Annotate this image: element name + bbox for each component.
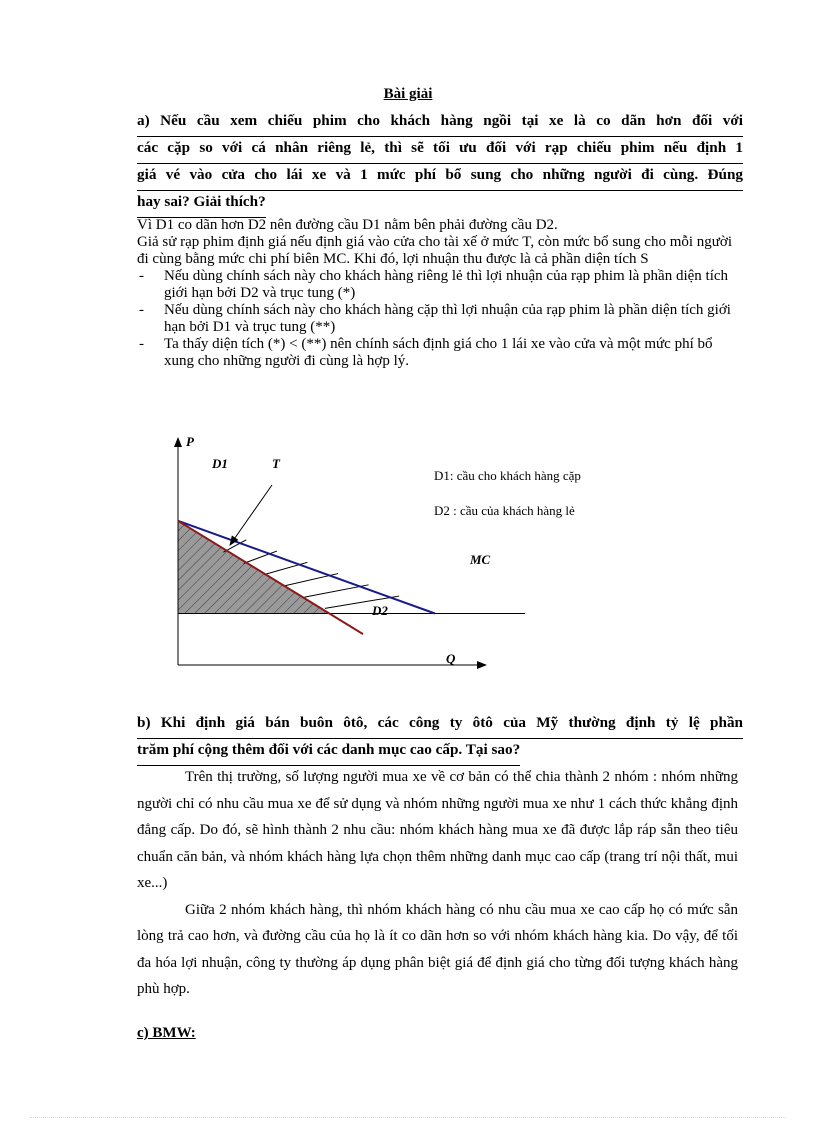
page-title: Bài giải [383, 86, 433, 102]
answer-a-sentence: Giả sử rạp phim định giá nếu định giá vào cửa cho tài xế ở mức T, còn mức bổ sung cho mỗi người đi cùng bằng mức chi phí biên MC. Khi đó, lợi nhuận thu được là cả phần diện tích S [137, 234, 733, 267]
question-a-line: a) Nếu cầu xem chiếu phim cho khách hàng ngồi tại xe là co dãn hơn đối với [137, 110, 743, 137]
bullet-dash: - [139, 268, 144, 284]
axis-label-p: P [186, 434, 194, 449]
bullet-dash: - [139, 336, 144, 352]
bullet-text: Ta thấy diện tích (*) < (**) nên chính sách định giá cho 1 lái xe vào cửa và một mức phí bổ xung cho những người đi cùng là hợp lý. [164, 336, 713, 369]
hatch-line [325, 596, 399, 608]
question-b-line: b) Khi định giá bán buôn ôtô, các công ty ôtô của Mỹ thường định tỷ lệ phần [137, 712, 743, 739]
bullet-item [137, 302, 737, 336]
label-t: T [272, 456, 280, 471]
question-a [137, 110, 743, 218]
label-mc: MC [470, 552, 491, 567]
question-a-line: hay sai? Giải thích? [137, 191, 266, 218]
answer-a-sentence: Vì D1 co dãn hơn D2 nên đường cầu D1 nằm bên phải đường cầu D2. [137, 217, 558, 233]
heading-c: c) BMW: [137, 1025, 196, 1041]
bullet-text: Nếu dùng chính sách này cho khách hàng riêng lẻ thì lợi nhuận của rạp phim là phần diện tích giới hạn bởi D2 và trục tung (*) [164, 268, 729, 301]
t-arrow [230, 485, 272, 545]
answer-a [137, 217, 737, 370]
question-a-line: các cặp so với cá nhân riêng lẻ, thì sẽ tối ưu đối với rạp chiếu phim nếu định 1 [137, 137, 743, 164]
answer-a-bullets [137, 268, 737, 370]
legend-d2: D2 : cầu của khách hàng lẻ [434, 503, 575, 518]
demand-chart [150, 430, 620, 675]
label-d1: D1 [212, 456, 228, 471]
bullet-item [137, 336, 737, 370]
answer-b [137, 764, 738, 1003]
footer-divider [30, 1117, 786, 1118]
bullet-item [137, 268, 737, 302]
bullet-text: Nếu dùng chính sách này cho khách hàng cặp thì lợi nhuận của rạp phim là phần diện tích giới hạn bởi D1 và trục tung (**) [164, 302, 731, 335]
bullet-dash: - [139, 302, 144, 318]
hatch-line [244, 551, 277, 563]
label-d2: D2 [372, 603, 388, 618]
legend-d1: D1: cầu cho khách hàng cặp [434, 468, 581, 483]
question-a-line: giá vé vào cửa cho lái xe và 1 mức phí bổ sung cho những người đi cùng. Đúng [137, 164, 743, 191]
question-b [137, 712, 743, 766]
question-b-line: trăm phí cộng thêm đối với các danh mục cao cấp. Tại sao? [137, 739, 520, 766]
axis-label-q: Q [446, 651, 456, 666]
answer-b-paragraph: Giữa 2 nhóm khách hàng, thì nhóm khách hàng có nhu cầu mua xe cao cấp họ có mức sẵn lòng trả cao hơn, và đường cầu của họ là ít co dãn hơn so với nhóm khách hàng kia. Do vậy, để tối đa hóa lợi nhuận, công ty thường áp dụng phân biệt giá để định giá cho từng đối tượng khách hàng phù hợp. [137, 901, 738, 997]
answer-b-paragraph: Trên thị trường, số lượng người mua xe về cơ bản có thể chia thành 2 nhóm : nhóm những người chỉ có nhu cầu mua xe để sử dụng và nhóm những người mua xe như 1 cách thức khẳng định đẳng cấp. Do đó, sẽ hình thành 2 nhu cầu: nhóm khách hàng mua xe đã được lắp ráp sẵn theo tiêu chuẩn căn bản, và nhóm khách hàng lựa chọn thêm những danh mục cao cấp (trang trí nội thất, mui xe...) [137, 769, 738, 891]
